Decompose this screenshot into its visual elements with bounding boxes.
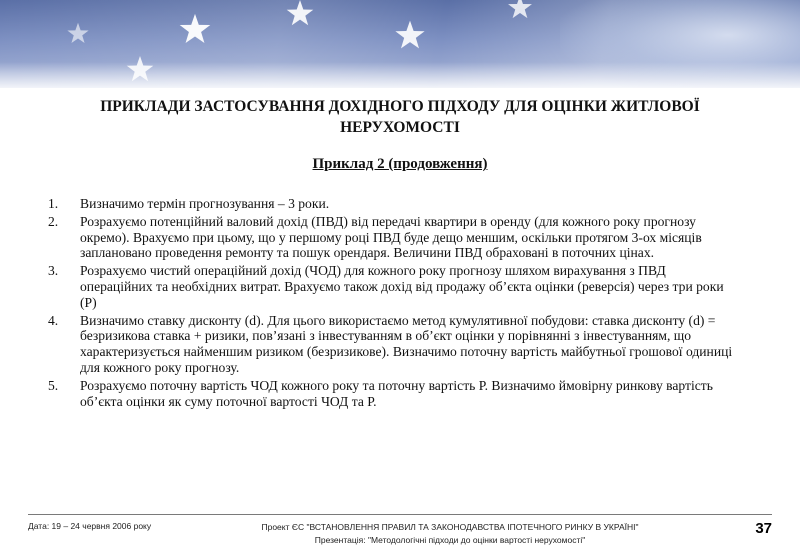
- footer-presentation: Презентація: "Методологічні підходи до оцінки вартості нерухомості": [314, 535, 586, 545]
- item-text: Розрахуємо чистий операційний дохід (ЧОД) для кожного року прогнозу шляхом вирахування з ПВД операційних та необхідних витрат. Врахуємо також дохід від продажу об’єкта оцінки (реверсія) через три роки (Р): [80, 263, 724, 310]
- footer-divider: [28, 514, 772, 515]
- list-item: [40, 378, 740, 410]
- star-icon: [180, 14, 211, 43]
- slide-title: ПРИКЛАДИ ЗАСТОСУВАННЯ ДОХІДНОГО ПІДХОДУ ДЛЯ ОЦІНКИ ЖИТЛОВОЇ НЕРУХОМОСТІ: [100, 98, 700, 136]
- list-item: [40, 313, 740, 376]
- list-item: [40, 196, 740, 212]
- footer-project-info: [190, 521, 710, 547]
- steps-list: [40, 196, 740, 411]
- footer-project: Проект ЄС "ВСТАНОВЛЕННЯ ПРАВИЛ ТА ЗАКОНОДАВСТВА ІПОТЕЧНОГО РИНКУ В УКРАЇНІ": [261, 522, 639, 532]
- slide-subtitle: Приклад 2 (продовження): [312, 156, 488, 172]
- list-item: [40, 263, 740, 310]
- eu-flag-banner: [0, 0, 800, 88]
- banner-fade: [0, 62, 800, 88]
- star-icon: [508, 0, 532, 18]
- item-number: 1.: [48, 196, 59, 211]
- footer-date: Дата: 19 – 24 червня 2006 року: [28, 521, 152, 531]
- star-icon: [287, 0, 314, 25]
- item-text: Визначимо ставку дисконту (d). Для цього використаємо метод кумулятивної побудови: ставка дисконту (d) = безризикова ставка + ризики, пов’язані з інвестуванням в об’єкт оцінки у порівнянні з інвестуванням, що характеризується найменшим ризиком (безризикове). Визначимо поточну вартість майбутньої грошової одиниці для кожного року прогнозу.: [80, 312, 733, 375]
- page-number: 37: [755, 520, 772, 537]
- item-text: Розрахуємо потенційний валовий дохід (ПВД) від передачі квартири в оренду (для кожного року прогнозу окремо). Врахуємо при цьому, що у першому році ПВД буде дещо меншим, оскільки протягом 3-ох місяців заплановано проведення ремонту та пошук орендаря. Величини ПВД обраховані в поточних цінах.: [80, 213, 702, 261]
- item-number: 4.: [48, 312, 59, 328]
- item-text: Визначимо термін прогнозування – 3 роки.: [80, 196, 330, 211]
- item-number: 3.: [48, 263, 59, 279]
- item-number: 5.: [48, 377, 59, 393]
- item-number: 2.: [48, 213, 59, 229]
- item-text: Розрахуємо поточну вартість ЧОД кожного року та поточну вартість Р. Визначимо ймовірну ринкову вартість об’єкта оцінки як суму поточної вартості ЧОД та Р.: [80, 377, 713, 409]
- star-icon: [67, 23, 88, 43]
- star-icon: [395, 21, 424, 49]
- list-item: [40, 214, 740, 261]
